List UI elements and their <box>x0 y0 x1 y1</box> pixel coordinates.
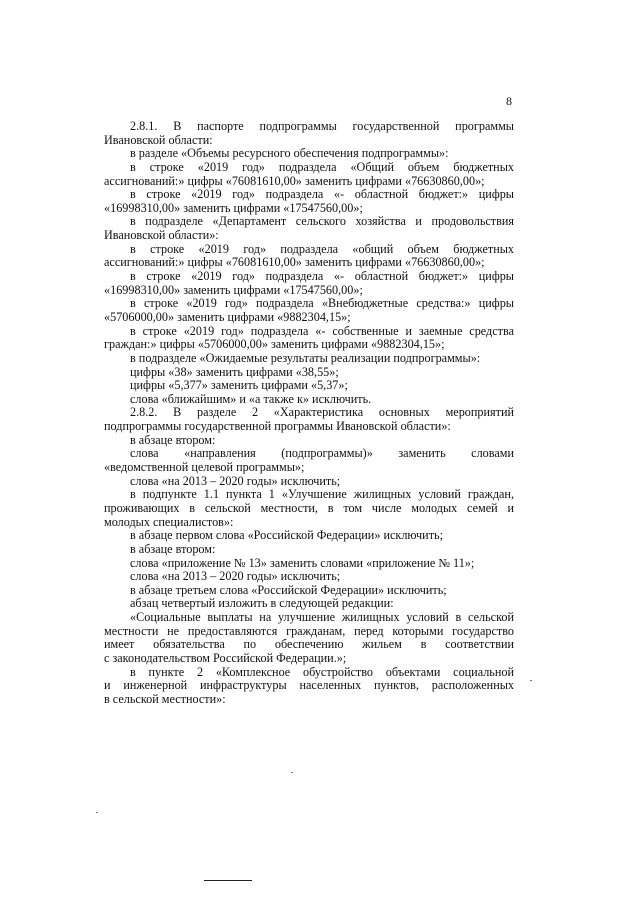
text-line: слова «на 2013 – 2020 годы» исключить; <box>130 473 341 488</box>
text-line: в пункте 2 «Комплексное обустройство объектами социальной <box>130 664 514 679</box>
text-line: в абзаце втором: <box>130 541 216 556</box>
text-line: слова «направления (подпрограммы)» заменить словами <box>130 446 514 461</box>
text-line: имеет обязательства по обеспечению жильем в соответствии <box>104 637 514 652</box>
text-line: в абзаце втором: <box>130 432 216 447</box>
text-line: «16998310,00» заменить цифрами «17547560,00»; <box>104 200 363 215</box>
text-line: в сельской местности»: <box>104 691 226 706</box>
text-line: ассигнований:» цифры «76081610,00» заменить цифрами «76630860,00»; <box>104 173 485 188</box>
text-line: граждан:» цифры «5706000,00» заменить цифрами «9882304,15»; <box>104 337 445 352</box>
document-body <box>104 120 514 707</box>
text-line: в абзаце третьем слова «Российской Федерации» исключить; <box>130 582 447 597</box>
text-line: 2.8.2. В разделе 2 «Характеристика основных мероприятий <box>130 405 514 420</box>
text-line: в строке «2019 год» подраздела «- собственные и заемные средства <box>130 323 514 338</box>
text-line: подпрограммы государственной программы Ивановской области»: <box>104 419 451 434</box>
text-line: слова «ближайшим» и «а также к» исключить. <box>130 391 372 406</box>
text-line: Ивановской области»: <box>104 228 219 243</box>
text-line: в абзаце первом слова «Российской Федерации» исключить; <box>130 528 443 543</box>
text-line: ассигнований:» цифры «76081610,00» заменить цифрами «76630860,00»; <box>104 255 485 270</box>
text-line: в строке «2019 год» подраздела «- областной бюджет:» цифры <box>130 269 514 284</box>
text-line: Ивановской области: <box>104 132 213 147</box>
text-line: в строке «2019 год» подраздела «Общий объем бюджетных <box>130 159 514 174</box>
text-line: «ведомственной целевой программы»; <box>104 460 305 475</box>
text-line: цифры «5,377» заменить цифрами «5,37»; <box>130 378 348 393</box>
text-line: слова «приложение № 13» заменить словами «приложение № 11»; <box>130 555 475 570</box>
text-line: молодых специалистов»: <box>104 514 234 529</box>
text-line: в подразделе «Департамент сельского хозяйства и продовольствия <box>130 214 514 229</box>
text-line: «Социальные выплаты на улучшение жилищных условий в сельской <box>130 610 514 625</box>
scan-speck <box>96 812 98 813</box>
text-line: местности не предоставляются гражданам, перед которыми государство <box>104 623 514 638</box>
text-line: «5706000,00» заменить цифрами «9882304,15»; <box>104 309 351 324</box>
scan-speck <box>530 680 532 681</box>
text-line: «16998310,00» заменить цифрами «17547560,00»; <box>104 282 363 297</box>
footer-rule <box>204 880 252 881</box>
text-line: слова «на 2013 – 2020 годы» исключить; <box>130 569 341 584</box>
text-line: абзац четвертый изложить в следующей редакции: <box>130 596 394 611</box>
text-line: в подразделе «Ожидаемые результаты реализации подпрограммы»: <box>130 350 481 365</box>
text-line: с законодательством Российской Федерации.»; <box>104 650 347 665</box>
text-line: в подпункте 1.1 пункта 1 «Улучшение жилищных условий граждан, <box>130 487 514 502</box>
text-line: в строке «2019 год» подраздела «Внебюджетные средства:» цифры <box>130 296 514 311</box>
text-line: и инженерной инфраструктуры населенных пунктов, расположенных <box>104 678 514 693</box>
scan-speck <box>291 772 293 773</box>
text-line: в строке «2019 год» подраздела «общий объем бюджетных <box>130 241 514 256</box>
page-number: 8 <box>506 94 512 108</box>
text-line: проживающих в сельской местности, в том числе молодых семей и <box>104 500 514 515</box>
text-line: в строке «2019 год» подраздела «- областной бюджет:» цифры <box>130 187 514 202</box>
text-line: 2.8.1. В паспорте подпрограммы государственной программы <box>130 119 514 133</box>
text-line: в разделе «Объемы ресурсного обеспечения подпрограммы»: <box>130 146 449 161</box>
text-line: цифры «38» заменить цифрами «38,55»; <box>130 364 339 379</box>
